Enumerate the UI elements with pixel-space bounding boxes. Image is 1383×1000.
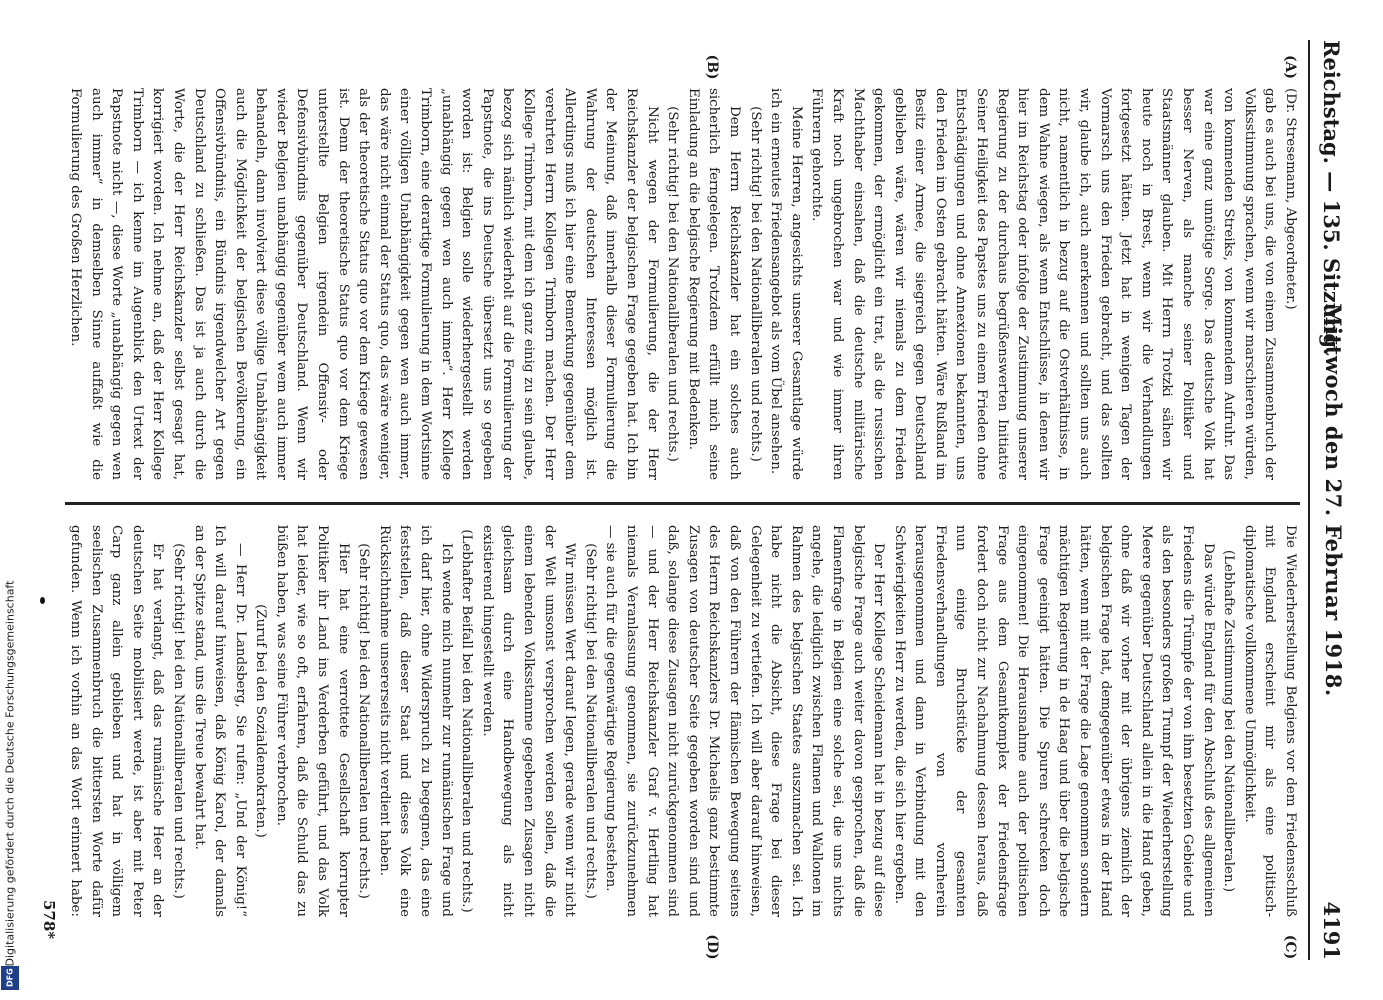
- digitization-credit: Digitalisierung gefördert durch die Deutsche Forschungsgemeinschaft: [3, 580, 17, 967]
- paragraph: Das würde England für den Abschluß des allgemeinen Friedens die Trümpfe der von ihm besetzten Gebiete und als den besonders großen Trumpf der Wiederherstellung Meere gegenüber Deutschland allein in die Hand geben, ohne daß wir vorher mit der übrigens ziemlich der belgischen Frage hat, demgegenüber etwas in der Hand hätten, wenn mit der Frage die Lage genommen sondern mächtigen Regierung in de Haag und über die belgische Frage geeinigt hätten. Die Spuren schrecken doch eingenommen! Die Herausnahme auch der politischen Frage aus dem Gesamtkomplex der Friedensfrage fordert doch nicht zur Nachahmung dessen heraus, daß nun einige Bruchstücke der gesamten Friedensverhandlungen von vornherein herausgenommen und dann in Verbindung mit den Schwierigkeiten Herr zu werden, die sich hier ergeben.: [891, 525, 1216, 917]
- paragraph: Dem Herrn Reichskanzler hat ein solches auch sicherlich ferngelegen. Trotzdem erfüllt mich seine Einladung an die belgische Regierung mit Bedenken.: [685, 88, 742, 480]
- paragraph: Ich wende mich nunmehr zur rumänischen Frage und ich darf hier, ohne Widerspruch zu begegnen, das eine feststellen, daß dieser Staat und dieses Volk eine Rücksichtnahme unsererseits nicht verdient haben.: [376, 525, 454, 917]
- paragraph: gab es auch bei uns, die von einem Zusammenbruch der Volksstimmung sprachen, wenn wir marschieren würden, von kommenden Streiks, von kommendem Aufruhr. Das war eine ganz unnötige Sorge. Das deutsche Volk hat besser Nerven, als manche seiner Politiker und Staatsmänner glauben. Mit Herrn Trotzki sähen wir heute noch in Brest, wenn wir die Verhandlungen fortgesetzt hätten. Jetzt hat in wenigen Tagen der Vormarsch uns den Frieden gebracht, und das sollten wir, glaube ich, auch anerkennen und sollten uns auch nicht, namentlich in bezug auf die Ostverhältnisse, in dem Wahne wiegen, als wenn Entschlüsse, in denen wir hier im Reichstag oder infolge der Zustimmung unserer Regierung zu der durchaus begrüßenswerten Initiative Seiner Heiligkeit des Papstes uns zu einem Frieden ohne Entschädigungen und ohne Annexionen bekannten, uns den Frieden im Osten gebracht hätten. Wäre Rußland im Besitz einer Armee, die siegreich gegen Deutschland geblieben wäre, wären wir niemals zu dem Frieden gekommen, der ermöglicht ein trat, als die russischen Machthaber einsahen, daß die deutsche militärische Kraft noch ungebrochen war und wie immer ihren Führern gehorchte.: [809, 88, 1278, 480]
- paragraph: Der Herr Kollege Scheidemann hat in bezug auf diese belgische Frage auch weiter davon gesprochen, daß die Flamenfrage in Belgien eine solche sei, die uns nichts angehe, die lediglich zwischen Flamen und Wallonen im Rahmen des belgischen Staates auszumachen sei. Ich habe nicht die Absicht, diese Frage bei dieser Gelegenheit zu vertiefen. Ich will aber darauf hinweisen, daß von den Führern der flämischen Bewegung seitens des Herrn Reichskanzlers Dr. Michaelis ganz bestimmte Zusagen von deutscher Seite gegeben worden sind und daß, solange diese Zusagen nicht zurückgenommen sind — und der Herr Reichskanzler Graf v. Hertling hat niemals Veranlassung genommen, sie zurückzunehmen — sie auch für die gegenwärtige Regierung bestehen.: [603, 525, 887, 917]
- paragraph: — Herr Dr. Landsberg, Sie rufen: „Und der König!“ Ich will darauf hinweisen, daß König Karol, der damals an der Spitze stand, uns die Treue bewahrt hat.: [191, 525, 248, 917]
- column-divider: [65, 502, 1300, 505]
- rotated-page-content: [30, 0, 1360, 1000]
- interjection: (Sehr richtig! bei den Nationalliberalen und rechts.): [356, 543, 372, 899]
- scan-speck: [40, 597, 45, 604]
- paragraph: Die Wiederherstellung Belgiens vor dem Friedensschluß mit England erscheint mir als eine politisch-diplomatische vollkommene Unmöglichkeit.: [1241, 525, 1298, 917]
- right-column: [65, 525, 1300, 917]
- interjection: (Sehr richtig! bei den Nationalliberalen und rechts.): [582, 543, 598, 899]
- interjection: (Sehr richtig! bei den Nationalliberalen und rechts.): [170, 543, 186, 899]
- margin-mark-a: (A): [1282, 54, 1298, 80]
- interjection: (Lebhafter Beifall bei den Nationalliberalen und rechts.): [459, 529, 475, 913]
- page-header: [1312, 40, 1352, 960]
- margin-mark-b: (B): [704, 54, 720, 80]
- margin-mark-d: (D): [704, 934, 720, 960]
- left-column: [65, 88, 1300, 480]
- paragraph: Meine Herren, angesichts unserer Gesamtlage würde ich ein erneutes Friedensangebot als vom Übel ansehen.: [768, 88, 804, 480]
- interjection: (Lebhafte Zustimmung bei den Nationalliberalen.): [1221, 549, 1237, 893]
- header-left: Reichstag. — 135. Sitzung.: [1319, 40, 1344, 356]
- paragraph: Wir müssen Wert darauf legen, gerade wenn wir nicht der Welt umsonst versprochen werden sollen, daß die einem lebenden Volksstamme gegebenen Zusagen nicht gleichsam durch eine Handbewegung als nicht existierend hingestellt werden.: [479, 525, 578, 917]
- margin-mark-c: (C): [1282, 934, 1298, 960]
- interjection: (Sehr richtig! bei den Nationalliberalen und rechts.): [665, 106, 681, 462]
- interjection: (Sehr richtig! bei den Nationalliberalen und rechts.): [747, 106, 763, 462]
- paragraph: Er hat verlangt, daß das rumänische Heer an der deutschen Seite mobilisiert werde, ist aber mit Peter Carp ganz allein geblieben und hat in völligem seelischen Zusammenbruch die bittersten Worte dafür gefunden. Wenn ich vorhin an das Wort erinnert habe:: [67, 525, 166, 917]
- footer-page-number: 578*: [40, 900, 58, 940]
- paragraph: Nicht wegen der Formulierung, die der Herr Reichskanzler der belgischen Frage gegeben hat. Ich bin der Meinung, daß innerhalb dieser Formulierung die Wahrung der deutschen Interessen möglich ist. Allerdings muß ich hier eine Bemerkung gegenüber dem verehrten Herrn Kollegen Trimborn machen. Der Herr Kollege Trimborn, mit dem ich ganz einig zu sein glaube, bezog sich nämlich wiederholt auf die Formulierung der Papstnote, die ins Deutsche übersetzt uns so gegeben worden ist: Belgien solle wiederhergestellt werden „unabhängig gegen wen auch immer“. Herr Kollege Trimborn, eine derartige Formulierung in dem Wortsinne einer völligen Unabhängigkeit gegen wen auch immer, das wäre nicht einmal der Status quo, das wäre weniger, als der theoretische Status quo vor dem Kriege gewesen ist. Denn der theoretische Status quo vor dem Kriege unterstellte Belgien irgendein Offensiv- oder Defensivbündnis gegenüber Deutschland. Wenn wir wieder Belgien unabhängig gegenüber wem auch immer behandeln, dann involviert diese völlige Unabhängigkeit auch die Möglichkeit der belgischen Bevölkerung, ein Offensivbündnis, ein Bündnis irgendwelcher Art gegen Deutschland zu schließen. Das ist ja auch durch die Worte, die der Herr Reichskanzler selbst gesagt hat, korrigiert worden. Ich nehme an, daß der Herr Kollege Trimborn — ich kenne im Augenblick den Urtext der Papstnote nicht —, diese Worte „unabhängig gegen wen auch immer“ in demselben Sinne auffaßt wie die Formulierung des Großen Herzlichen.: [67, 88, 660, 480]
- header-rule: [1308, 40, 1310, 960]
- dfg-logo: DFG: [1, 966, 19, 990]
- digitization-strip: [0, 0, 22, 1000]
- header-date: Mittwoch den 27. Februar 1918.: [1321, 303, 1346, 697]
- paragraph: Hier hat eine verrottete Gesellschaft korrupter Politiker ihr Land ins Verderben geführt, und das Volk hat leider, wie so oft, erfahren, daß die Schuld das zu büßen haben, was seine Führer verbrochen.: [273, 525, 351, 917]
- speaker-line: (Dr. Stresemann, Abgeordneter.): [1283, 88, 1298, 310]
- header-page-number: 4191: [1319, 901, 1344, 960]
- interjection: (Zuruf bei den Sozialdemokraten.): [253, 604, 269, 838]
